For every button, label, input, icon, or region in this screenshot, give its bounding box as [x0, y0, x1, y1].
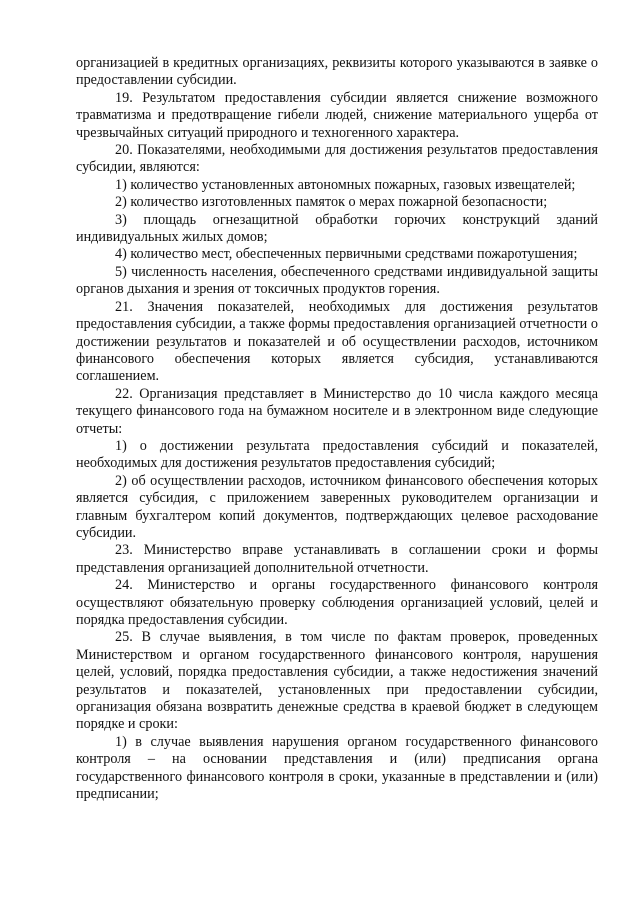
paragraph-20-item-2: 2) количество изготовленных памяток о мерах пожарной безопасности; — [115, 194, 548, 211]
paragraph-19: 19. Результатом предоставления субсидии является снижение возможного травматизма и предотвращение гибели людей, снижение материального ущерба от чрезвычайных ситуаций природного и техногенного характера. — [76, 89, 598, 141]
paragraph-20: 20. Показателями, необходимыми для достижения результатов предоставления субсидии, являются: — [76, 142, 598, 176]
paragraph-20-item-3: 3) площадь огнезащитной обработки горючих конструкций зданий индивидуальных жилых домов; — [76, 211, 598, 246]
paragraph-20-item-5: 5) численность населения, обеспеченного средствами индивидуальной защиты органов дыхания и зрения от токсичных продуктов горения. — [76, 263, 598, 298]
paragraph-21: 21. Значения показателей, необходимых для достижения результатов предоставления субсидии, а также формы предоставления организацией отчетности о достижении результатов и показателей и об осуществлении расходов, источником финансового обеспечения которых является субсидия, устанавливаются соглашением. — [76, 298, 598, 385]
paragraph-22-item-2: 2) об осуществлении расходов, источником финансового обеспечения которых является субсидия, с приложением заверенных руководителем организации и главным бухгалтером копий документов, подтверждающих целевое расходование субсидии. — [76, 472, 598, 541]
paragraph-20-item-1: 1) количество установленных автономных пожарных, газовых извещателей; — [115, 176, 576, 193]
paragraph-22: 22. Организация представляет в Министерство до 10 числа каждого месяца текущего финансового года на бумажном носителе и в электронном виде следующие отчеты: — [76, 385, 598, 437]
paragraph-24: 24. Министерство и органы государственного финансового контроля осуществляют обязательную проверку соблюдения организацией условий, целей и порядка предоставления субсидии. — [76, 577, 598, 628]
paragraph-23: 23. Министерство вправе устанавливать в соглашении сроки и формы представления организацией дополнительной отчетности. — [76, 542, 598, 576]
paragraph-22-item-1: 1) о достижении результата предоставления субсидий и показателей, необходимых для достижения результатов предоставления субсидий; — [76, 437, 598, 472]
paragraph-25: 25. В случае выявления, в том числе по фактам проверок, проведенных Министерством и органом государственного финансового контроля, нарушения целей, условий, порядка предоставления субсидии, а также недостижения значений результатов и показателей, установленных при предоставлении субсидии, организация обязана возвратить денежные средства в краевой бюджет в следующем порядке и сроки: — [76, 629, 598, 733]
paragraph-25-item-1: 1) в случае выявления нарушения органом государственного финансового контроля – на основании представления и (или) предписания органа государственного финансового контроля в сроки, указанные в представлении и (или) предписании; — [76, 733, 598, 803]
document-page — [76, 55, 598, 803]
paragraph-18-continuation: организацией в кредитных организациях, реквизиты которого указываются в заявке о предоставлении субсидии. — [76, 55, 598, 89]
paragraph-20-item-4: 4) количество мест, обеспеченных первичными средствами пожаротушения; — [115, 246, 578, 263]
